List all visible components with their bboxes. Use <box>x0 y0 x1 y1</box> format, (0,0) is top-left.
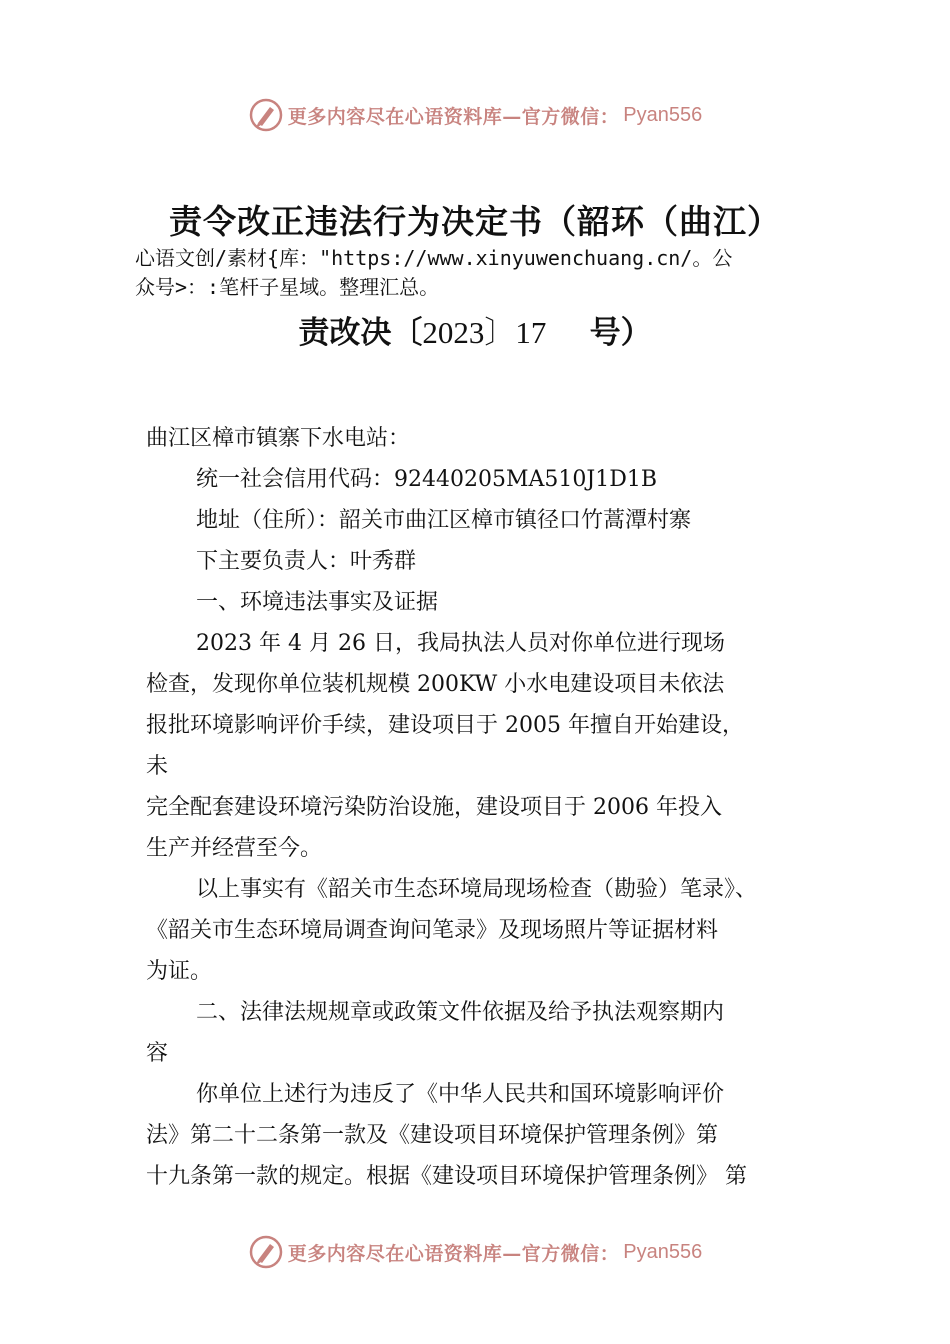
body-line: 报批环境影响评价手续，建设项目于 2005 年擅自开始建设， <box>146 713 744 738</box>
banner-text: 更多内容尽在心语资料库—官方微信： <box>287 105 620 128</box>
body-line: 十九条第一款的规定。根据《建设项目环境保护管理条例》 第 <box>146 1164 747 1189</box>
body-line: 为证。 <box>146 959 213 984</box>
source-note <box>135 244 825 302</box>
document-title: 责令改正违法行为决定书（韶环（曲江） <box>169 202 781 241</box>
pen-logo-icon <box>248 97 284 133</box>
body-line: 未 <box>146 754 169 779</box>
banner-wechat-id: Pyan556 <box>623 103 703 126</box>
source-note-line: 心语文创/素材{库："https://www.xinyuwenchuang.cn/。公 <box>135 246 733 270</box>
body-line: 2023 年 4 月 26 日，我局执法人员对你单位进行现场 <box>196 631 725 656</box>
body-line: 检查，发现你单位装机规模 200KW 小水电建设项目未依法 <box>146 672 725 697</box>
body-line: 你单位上述行为违反了《中华人民共和国环境影响评价 <box>196 1082 725 1107</box>
body-line: 《韶关市生态环境局调查询问笔录》及现场照片等证据材料 <box>146 918 719 943</box>
pen-logo-icon <box>248 1234 284 1270</box>
body-line: 下主要负责人：叶秀群 <box>196 549 417 574</box>
section-heading: 二、法律法规规章或政策文件依据及给予执法观察期内 <box>196 1000 725 1025</box>
header-banner <box>0 95 950 135</box>
body-line: 地址（住所）：韶关市曲江区樟市镇径口竹蒿潭村寨 <box>196 508 692 533</box>
footer-banner <box>0 1232 950 1272</box>
document-number <box>0 307 950 352</box>
banner-text: 更多内容尽在心语资料库—官方微信： <box>287 1242 620 1265</box>
body-line: 统一社会信用代码：92440205MA510J1D1B <box>196 467 658 492</box>
document-number-value: 2023〕17 <box>422 315 547 350</box>
body-line: 曲江区樟市镇寨下水电站： <box>146 426 411 451</box>
body-line: 完全配套建设环境污染防治设施，建设项目于 2006 年投入 <box>146 795 722 820</box>
document-body <box>146 418 826 1197</box>
body-line: 容 <box>146 1041 169 1066</box>
document-number-prefix: 责改决〔 <box>298 315 423 351</box>
body-line: 法》第二十二条第一款及《建设项目环境保护管理条例》第 <box>146 1123 719 1148</box>
section-heading: 一、环境违法事实及证据 <box>196 590 439 615</box>
document-number-suffix: 号） <box>589 315 652 351</box>
banner-wechat-id: Pyan556 <box>623 1240 703 1263</box>
source-note-line: 众号>：:笔杆子星域。整理汇总。 <box>135 275 440 299</box>
body-line: 生产并经营至今。 <box>146 836 323 861</box>
body-line: 以上事实有《韶关市生态环境局现场检查（勘验）笔录》、 <box>196 877 758 902</box>
